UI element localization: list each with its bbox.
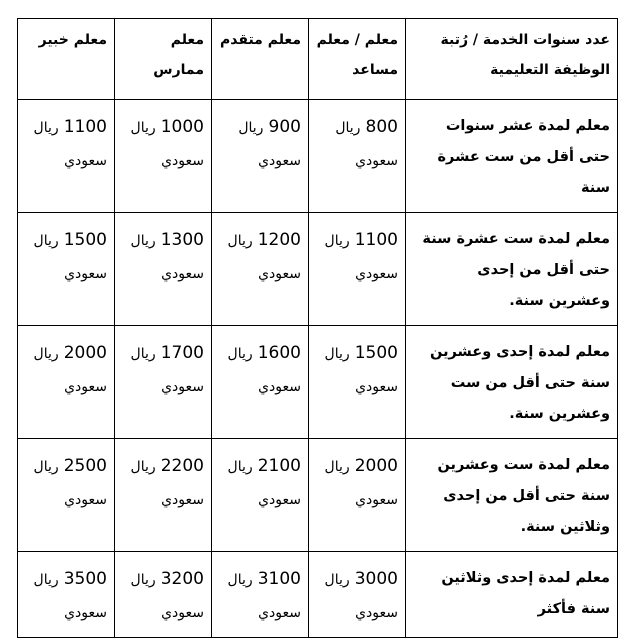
amount: 2000 <box>63 343 107 363</box>
currency-label: ريال سعودي <box>324 459 398 508</box>
currency-label: ريال سعودي <box>227 346 301 395</box>
header-cell-practitioner-teacher: معلم ممارس <box>115 19 212 100</box>
table-row <box>18 326 618 439</box>
table-header-row <box>18 19 618 100</box>
value-cell <box>309 213 406 326</box>
allowance-table <box>17 18 618 638</box>
currency-label: ريال سعودي <box>324 233 398 282</box>
amount: 1500 <box>354 343 398 363</box>
amount: 1600 <box>257 343 301 363</box>
row-label: معلم لمدة ست عشرة سنة حتى أقل من إحدى وعشرين سنة. <box>406 213 618 326</box>
value-cell <box>212 100 309 213</box>
amount: 3000 <box>354 569 398 589</box>
value-cell <box>115 213 212 326</box>
row-label: معلم لمدة إحدى وعشرين سنة حتى أقل من ست وعشرين سنة. <box>406 326 618 439</box>
amount: 3500 <box>63 569 107 589</box>
amount: 1700 <box>160 343 204 363</box>
amount: 3200 <box>160 569 204 589</box>
value-cell <box>309 326 406 439</box>
header-cell-expert-teacher: معلم خبير <box>18 19 115 100</box>
currency-label: ريال سعودي <box>130 233 204 282</box>
value-cell <box>212 552 309 638</box>
currency-label: ريال سعودي <box>33 459 107 508</box>
value-cell <box>18 213 115 326</box>
table-row <box>18 552 618 638</box>
currency-label: ريال سعودي <box>227 233 301 282</box>
amount: 2000 <box>354 456 398 476</box>
value-cell <box>18 552 115 638</box>
currency-label: ريال سعودي <box>33 572 107 621</box>
amount: 2500 <box>63 456 107 476</box>
currency-label: ريال سعودي <box>324 572 398 621</box>
allowance-table-container <box>17 18 618 638</box>
value-cell <box>212 439 309 552</box>
header-cell-teacher-assistant: معلم / معلم مساعد <box>309 19 406 100</box>
table-row <box>18 213 618 326</box>
row-label: معلم لمدة ست وعشرين سنة حتى أقل من إحدى وثلاثين سنة. <box>406 439 618 552</box>
currency-label: ريال سعودي <box>33 346 107 395</box>
row-label: معلم لمدة عشر سنوات حتى أقل من ست عشرة سنة <box>406 100 618 213</box>
amount: 2100 <box>257 456 301 476</box>
value-cell <box>309 100 406 213</box>
currency-label: ريال سعودي <box>324 346 398 395</box>
currency-label: ريال سعودي <box>335 120 398 169</box>
amount: 1000 <box>160 117 204 137</box>
amount: 1100 <box>354 230 398 250</box>
value-cell <box>115 552 212 638</box>
amount: 2200 <box>160 456 204 476</box>
amount: 1100 <box>63 117 107 137</box>
value-cell <box>115 100 212 213</box>
currency-label: ريال سعودي <box>130 120 204 169</box>
currency-label: ريال سعودي <box>33 233 107 282</box>
currency-label: ريال سعودي <box>33 120 107 169</box>
currency-label: ريال سعودي <box>130 572 204 621</box>
currency-label: ريال سعودي <box>227 572 301 621</box>
amount: 1200 <box>257 230 301 250</box>
table-row <box>18 439 618 552</box>
value-cell <box>115 439 212 552</box>
currency-label: ريال سعودي <box>227 459 301 508</box>
amount: 1300 <box>160 230 204 250</box>
value-cell <box>309 439 406 552</box>
amount: 800 <box>365 117 398 137</box>
table-row <box>18 100 618 213</box>
value-cell <box>115 326 212 439</box>
amount: 3100 <box>257 569 301 589</box>
row-label: معلم لمدة إحدى وثلاثين سنة فأكثر <box>406 552 618 638</box>
currency-label: ريال سعودي <box>130 346 204 395</box>
value-cell <box>18 100 115 213</box>
value-cell <box>212 326 309 439</box>
amount: 1500 <box>63 230 107 250</box>
value-cell <box>212 213 309 326</box>
header-cell-years-rank: عدد سنوات الخدمة / رُتبة الوظيفة التعليمية <box>406 19 618 100</box>
value-cell <box>18 326 115 439</box>
amount: 900 <box>268 117 301 137</box>
value-cell <box>309 552 406 638</box>
currency-label: ريال سعودي <box>130 459 204 508</box>
header-cell-advanced-teacher: معلم متقدم <box>212 19 309 100</box>
value-cell <box>18 439 115 552</box>
currency-label: ريال سعودي <box>238 120 301 169</box>
